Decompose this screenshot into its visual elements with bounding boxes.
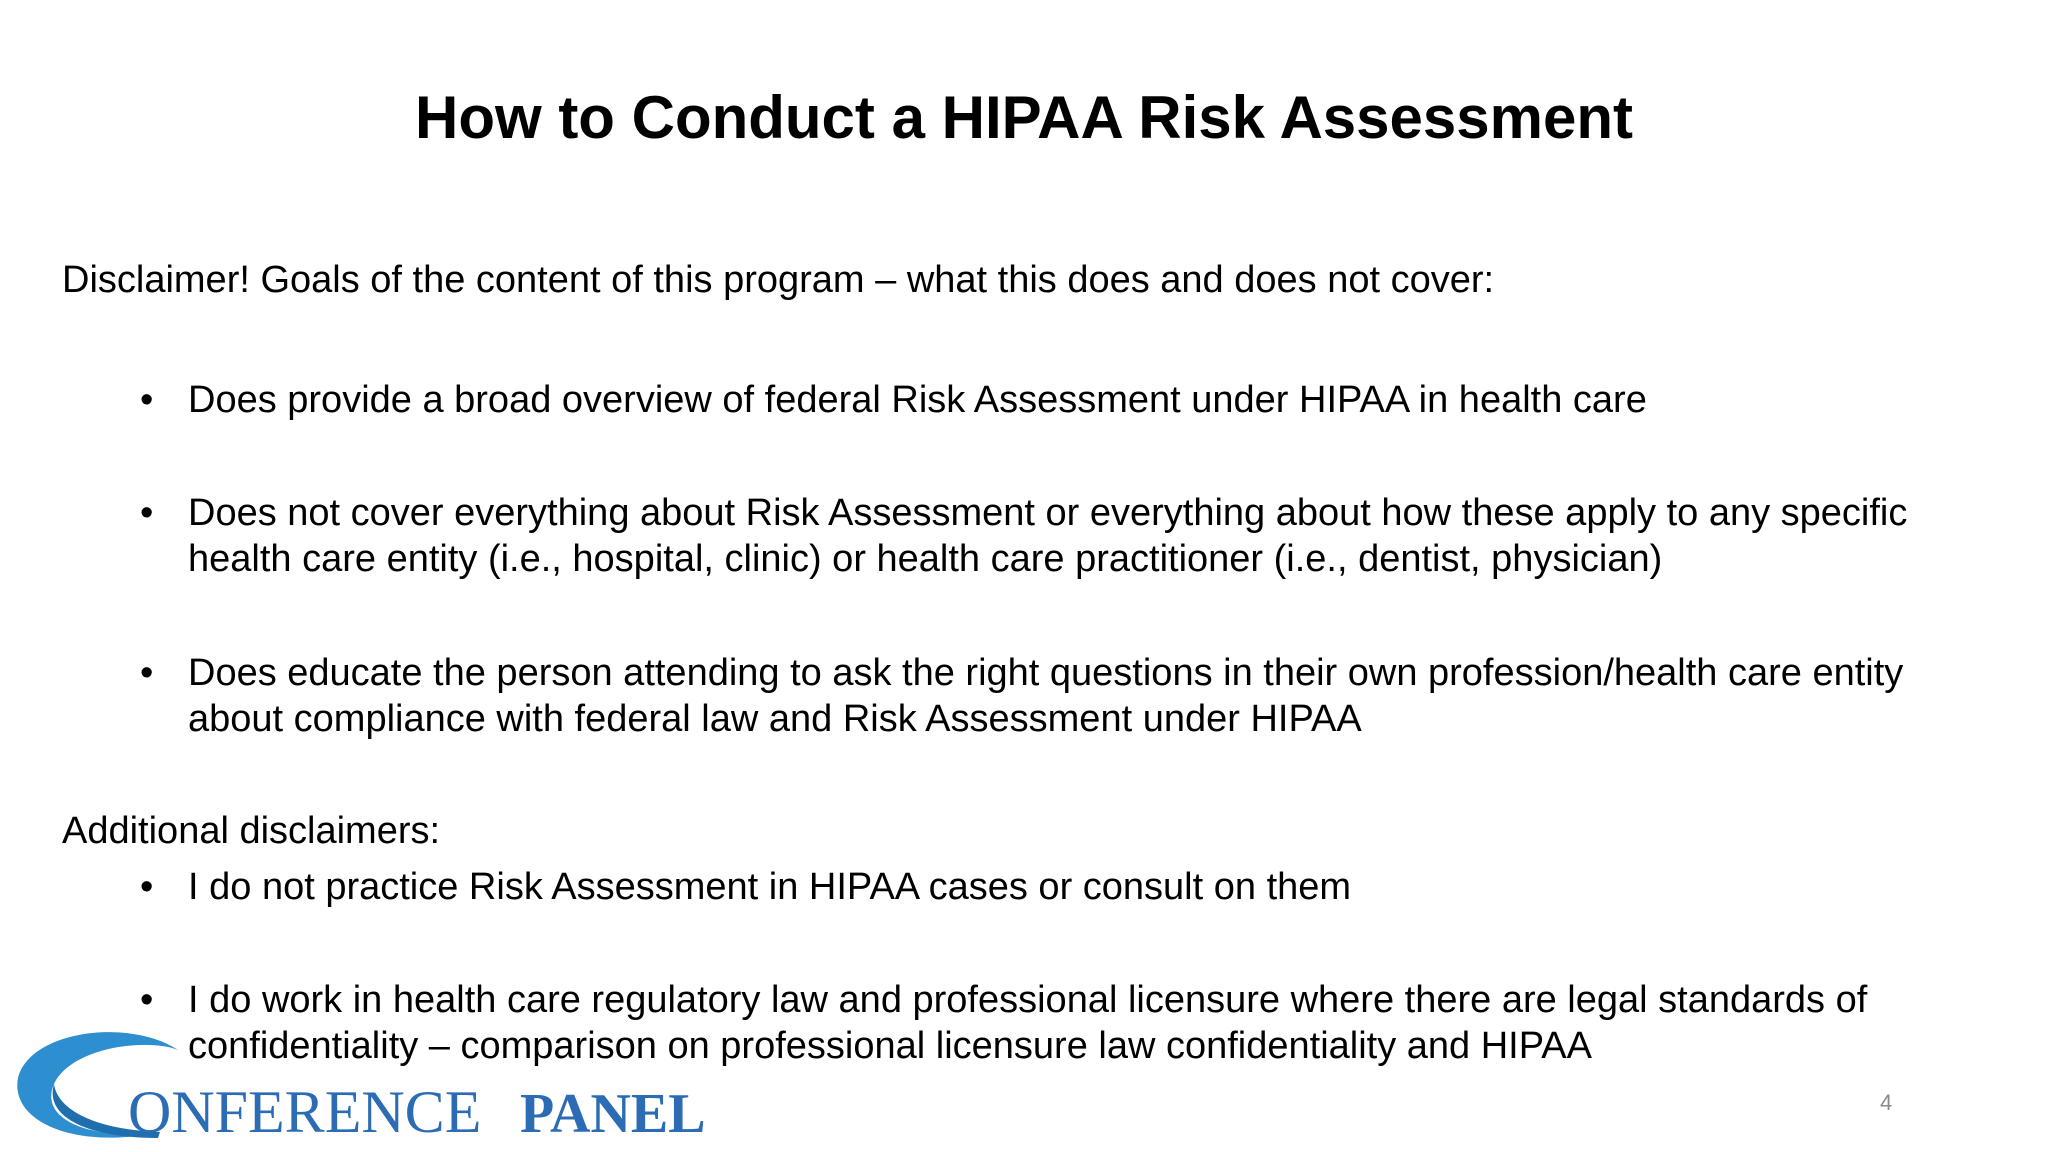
bullet-dot: • (140, 379, 154, 421)
list-item (140, 864, 2000, 910)
conference-panel-logo (10, 1020, 710, 1152)
bullet-dot: • (140, 979, 154, 1021)
list-item-text: I do work in health care regulatory law and professional licensure where there are legal standards of confidentiality – comparison on professional licensure law confidentiality and HIPAA (188, 979, 1868, 1067)
list-item (140, 650, 2000, 742)
list-item-text: Does provide a broad overview of federal Risk Assessment under HIPAA in health care (188, 379, 1647, 421)
slide-title: How to Conduct a HIPAA Risk Assessment (415, 84, 1633, 151)
additional-disclaimers-heading: Additional disclaimers: (62, 810, 441, 852)
list-item (140, 377, 2000, 423)
bullet-dot: • (140, 652, 154, 694)
logo-word-conference: ONFERENCE (128, 1079, 482, 1145)
list-item-text: Does educate the person attending to ask the right questions in their own profession/health care entity about compliance with federal law and Risk Assessment under HIPAA (188, 652, 1904, 740)
list-item-text: Does not cover everything about Risk Assessment or everything about how these apply to any specific health care entity (i.e., hospital, clinic) or health care practitioner (i.e., dentist, physician) (188, 492, 1908, 580)
bullet-dot: • (140, 492, 154, 534)
list-item-text: I do not practice Risk Assessment in HIPAA cases or consult on them (188, 866, 1352, 908)
logo-word-panel: PANEL (520, 1083, 706, 1145)
bullet-dot: • (140, 866, 154, 908)
disclaimer-intro: Disclaimer! Goals of the content of this program – what this does and does not cover: (62, 259, 1495, 301)
list-item (140, 490, 2000, 582)
page-number: 4 (1880, 1090, 1893, 1115)
